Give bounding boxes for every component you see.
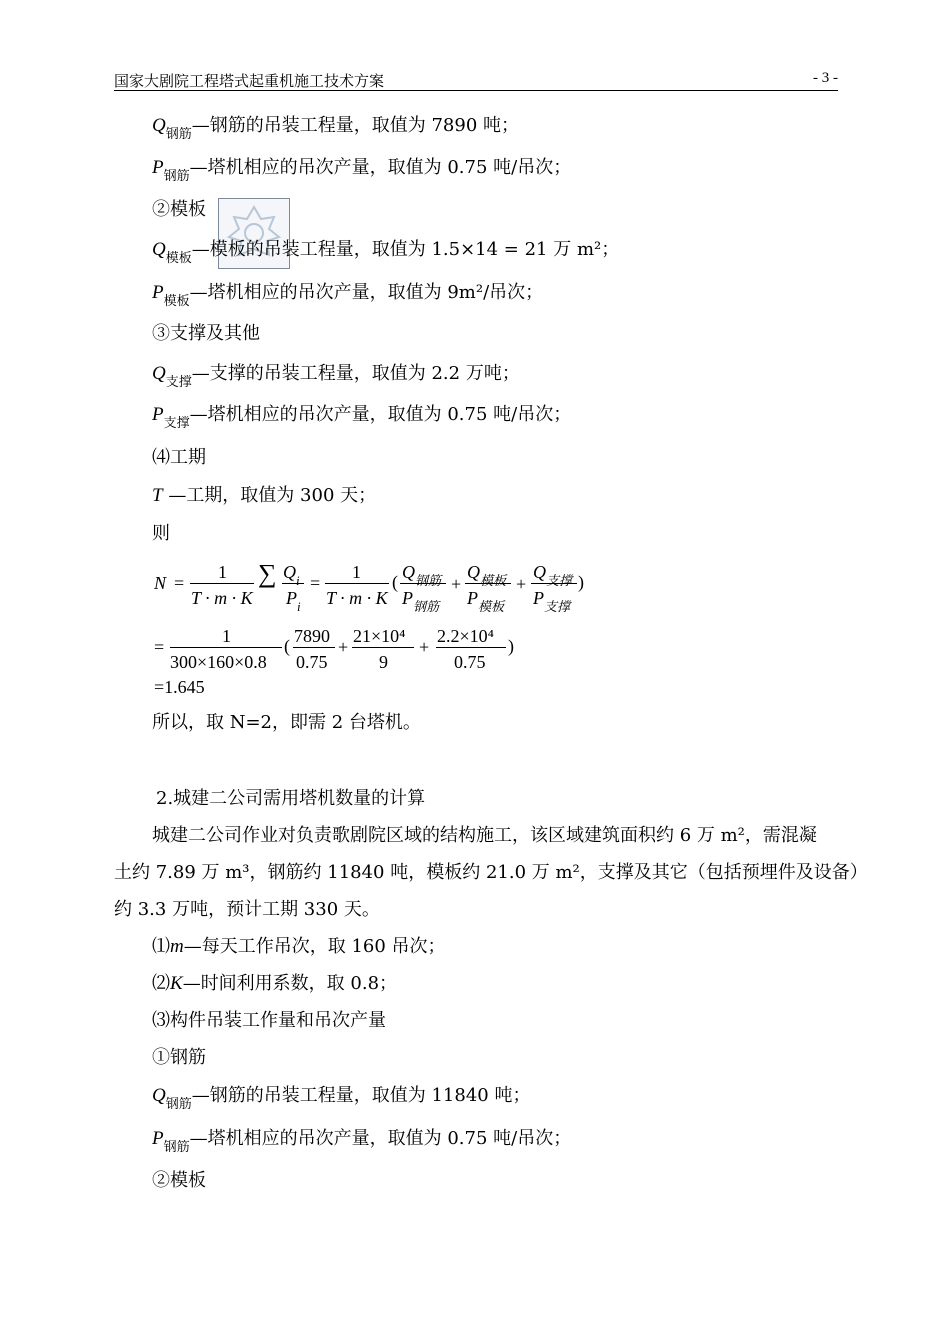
text-line <box>152 114 519 147</box>
line-text: —钢筋的吊装工程量，取值为 7890 吨； <box>191 115 520 136</box>
formula-q-zhicheng: $Q_{支撑}$ <box>533 562 573 588</box>
page-number: - 3 - <box>813 70 838 86</box>
line-text: —支撑的吊装工程量，取值为 2.2 万吨； <box>191 363 520 384</box>
formula-eq: = <box>310 573 321 593</box>
section-heading: 2.城建二公司需用塔机数量的计算 <box>156 788 426 809</box>
paragraph-line: 城建二公司作业对负责歌剧院区域的结构施工，该区域建筑面积约 6 万 m²，需混凝 <box>152 825 817 846</box>
symbol-q: Q <box>152 1085 166 1106</box>
text-line <box>152 281 543 314</box>
formula-eq: = <box>154 637 165 657</box>
formula-denominator: T · m · K <box>326 588 388 608</box>
formula-n: N <box>154 573 167 593</box>
symbol-p: P <box>152 157 164 178</box>
formula-denominator: 300×160×0.8 <box>170 652 267 672</box>
text-line <box>152 484 376 508</box>
formula-qi: $Q_i$ <box>283 562 300 588</box>
formula-p-zhicheng: $P_{支撑}$ <box>533 588 571 614</box>
formula-plus: + <box>516 574 527 594</box>
subscript: 支撑 <box>165 375 192 390</box>
list-item: ⑴m—每天工作吊次，取 160 吊次； <box>152 936 446 957</box>
line-text: —钢筋的吊装工程量，取值为 11840 吨； <box>191 1085 531 1106</box>
line-text: —塔机相应的吊次产量，取值为 0.75 吨/吊次； <box>189 1128 572 1149</box>
paragraph-line: 土约 7.89 万 m³，钢筋约 11840 吨，模板约 21.0 万 m²，支撑及其它（包括预埋件及设备） <box>114 862 868 883</box>
fraction-bar <box>293 647 335 648</box>
formula-p-gangjin: $P_{钢筋}$ <box>402 588 440 614</box>
fraction-bar <box>400 583 446 584</box>
formula-pi: $P_i$ <box>286 588 301 614</box>
sigma-symbol: ∑ <box>258 559 277 588</box>
text-line: ⑷工期 <box>152 447 206 468</box>
list-item: ⑶构件吊装工作量和吊次产量 <box>152 1010 386 1031</box>
symbol-m: m <box>170 936 184 957</box>
formula-numerator: 1 <box>218 562 227 582</box>
paren-right: ) <box>578 572 584 592</box>
formula-p-muban: $P_{模板}$ <box>467 588 505 614</box>
symbol-q: Q <box>152 363 166 384</box>
subscript: 支撑 <box>163 416 190 431</box>
line-text: —塔机相应的吊次产量，取值为 0.75 吨/吊次； <box>189 157 572 178</box>
list-item: ⑵K—时间利用系数，取 0.8； <box>152 973 398 994</box>
fraction-bar <box>170 647 282 648</box>
text-line: ②模板 <box>152 199 206 220</box>
formula-eq: = <box>174 573 185 593</box>
fraction-bar <box>190 583 254 584</box>
formula-result: =1.645 <box>154 677 205 697</box>
paren-left: ( <box>392 572 398 592</box>
symbol-p: P <box>152 404 164 425</box>
paragraph-line: 约 3.3 万吨，预计工期 330 天。 <box>114 899 380 920</box>
fraction-bar <box>436 647 506 648</box>
list-item: ②模板 <box>152 1170 206 1191</box>
formula-d1: 0.75 <box>296 652 328 672</box>
symbol-p: P <box>152 282 164 303</box>
formula-numerator: 1 <box>352 562 361 582</box>
fraction-bar <box>282 583 304 584</box>
header-title: 国家大剧院工程塔式起重机施工技术方案 <box>114 72 385 90</box>
line-text: —工期，取值为 300 天； <box>168 485 377 506</box>
line-text: —塔机相应的吊次产量，取值为 9m²/吊次； <box>189 282 544 303</box>
text-line: 所以，取 N=2，即需 2 台塔机。 <box>152 712 421 733</box>
formula-n2: 21×10⁴ <box>353 626 406 646</box>
symbol-k: K <box>170 973 183 994</box>
subscript: 钢筋 <box>163 1140 190 1155</box>
text-line <box>152 238 619 271</box>
line-text: —模板的吊装工程量，取值为 1.5×14 = 21 万 m²； <box>191 239 620 260</box>
page-header <box>114 68 838 91</box>
formula-q-gangjin: $Q_{钢筋}$ <box>402 562 442 588</box>
symbol-q: Q <box>152 239 166 260</box>
subscript: 钢筋 <box>163 169 190 184</box>
subscript: 模板 <box>165 251 192 266</box>
symbol-t: T <box>152 485 163 506</box>
formula-plus: + <box>419 637 430 657</box>
text-line: 则 <box>152 523 170 544</box>
paren-right: ) <box>508 636 514 656</box>
formula-n1: 7890 <box>294 626 330 646</box>
text-line <box>152 1127 571 1160</box>
list-item: ①钢筋 <box>152 1047 206 1068</box>
symbol-q: Q <box>152 115 166 136</box>
subscript: 模板 <box>163 294 190 309</box>
formula-numerator: 1 <box>222 626 231 646</box>
formula-n3: 2.2×10⁴ <box>437 626 494 646</box>
formula-denominator: T · m · K <box>191 588 253 608</box>
fraction-bar <box>531 583 577 584</box>
fraction-bar <box>325 583 389 584</box>
text-line: ③支撑及其他 <box>152 323 260 344</box>
formula-q-muban: $Q_{模板}$ <box>467 562 507 588</box>
subscript: 钢筋 <box>165 127 192 142</box>
text-line <box>152 403 571 436</box>
text-line <box>152 362 520 395</box>
text-line <box>152 156 571 189</box>
formula-d2: 9 <box>379 652 388 672</box>
formula-d3: 0.75 <box>454 652 486 672</box>
subscript: 钢筋 <box>165 1097 192 1112</box>
text-line <box>152 1084 530 1117</box>
fraction-bar <box>465 583 511 584</box>
fraction-bar <box>352 647 414 648</box>
formula-plus: + <box>451 574 462 594</box>
symbol-p: P <box>152 1128 164 1149</box>
line-text: —塔机相应的吊次产量，取值为 0.75 吨/吊次； <box>189 404 572 425</box>
formula-plus: + <box>338 637 349 657</box>
paren-left: ( <box>284 636 290 656</box>
